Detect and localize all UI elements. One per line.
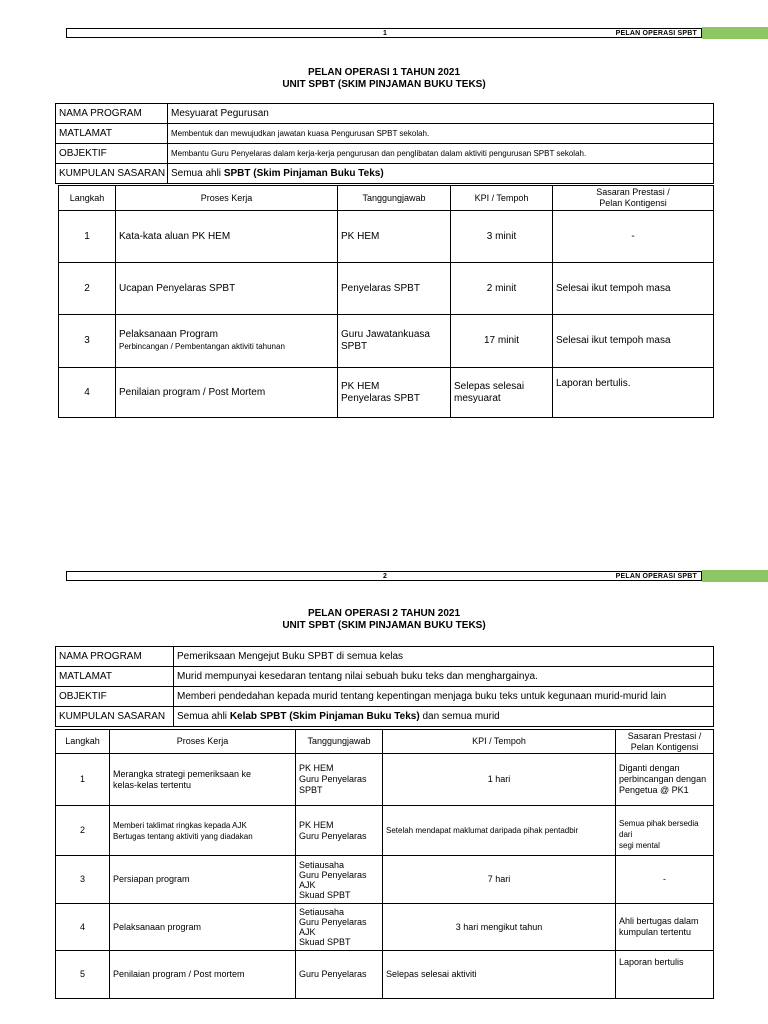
plan-table-2 [55,729,714,999]
cell-langkah: 1 [59,211,116,263]
cell-proses: Ucapan Penyelaras SPBT [116,263,338,315]
plan-row [59,315,714,368]
tanggung-line: Penyelaras SPBT [341,392,420,404]
info-value: Membantu Guru Penyelaras dalam kerja-kerja pengurusan dan penglibatan dalam aktiviti pengurusan SPBT sekolah. [168,144,714,164]
info-label: NAMA PROGRAM [56,104,168,124]
info-row-matlamat [56,667,714,687]
cell-tanggungjawab [296,806,383,856]
plan-header-row [56,730,714,754]
proses-line: Merangka strategi pemeriksaan ke [113,768,252,779]
cell-langkah: 5 [56,951,110,999]
plan-row [56,856,714,904]
info-label: KUMPULAN SASARAN [56,164,168,184]
proses-line: kelas-kelas tertentu [113,779,192,790]
proses-sub: Perbincangan / Pembentangan aktiviti tahunan [119,342,285,351]
tanggung-line: AJK [299,927,316,937]
cell-tanggungjawab [296,904,383,951]
col-sasaran [553,186,714,211]
cell-langkah: 2 [56,806,110,856]
info-row-matlamat [56,124,714,144]
sasaran-line: Semua pihak bersedia dari [619,819,699,839]
plan-row [56,904,714,951]
col-langkah: Langkah [56,730,110,754]
cell-tanggungjawab [296,856,383,904]
cell-proses: Penilaian program / Post mortem [110,951,296,999]
accent-bar [702,570,768,582]
sasaran-line: Diganti dengan [619,763,680,773]
tanggung-line: Skuad SPBT [299,937,351,947]
info-label: KUMPULAN SASARAN [56,707,174,727]
cell-tanggungjawab [296,754,383,806]
info-value: Pemeriksaan Mengejut Buku SPBT di semua kelas [174,647,714,667]
tanggung-line: Skuad SPBT [299,889,351,900]
plan-table-1 [58,185,714,418]
info-row-nama [56,647,714,667]
cell-proses: Penilaian program / Post Mortem [116,368,338,418]
plan-row [59,211,714,263]
proses-line: Bertugas tentang aktiviti yang diadakan [113,831,253,841]
info-row-kumpulan [56,707,714,727]
cell-sasaran: Selesai ikut tempoh masa [553,315,714,368]
plan-row [56,806,714,856]
cell-sasaran: Laporan bertulis. [553,368,714,418]
cell-kpi: 7 hari [383,856,616,904]
page-header-2 [66,571,702,581]
sasaran-line: Ahli bertugas dalam [619,916,699,926]
cell-langkah: 4 [59,368,116,418]
info-table-2 [55,646,714,727]
cell-sasaran [616,806,714,856]
cell-sasaran: Laporan bertulis [616,951,714,999]
col-tanggungjawab: Tanggungjawab [296,730,383,754]
cell-proses: Pelaksanaan program [110,904,296,951]
cell-langkah: 2 [59,263,116,315]
col-sasaran-line2: Pelan Kontigensi [599,198,667,208]
info-label: OBJEKTIF [56,144,168,164]
info-row-nama [56,104,714,124]
kumpulan-pre: Semua ahli [171,168,224,179]
proses-main: Pelaksanaan Program [119,329,218,340]
plan-header-row [59,186,714,211]
col-kpi: KPI / Tempoh [451,186,553,211]
cell-tanggungjawab: Guru Penyelaras [296,951,383,999]
plan-row [59,368,714,418]
plan-row [59,263,714,315]
cell-sasaran: - [553,211,714,263]
tanggung-line: PK HEM [299,819,334,830]
info-row-objektif [56,144,714,164]
cell-langkah: 1 [56,754,110,806]
tanggung-line: Guru Penyelaras [299,774,367,784]
tanggung-line: Guru Penyelaras [299,869,367,880]
sasaran-line: segi mental [619,841,660,850]
cell-sasaran: - [616,856,714,904]
sasaran-line: perbincangan dengan [619,774,707,784]
header-title: PELAN OPERASI SPBT [615,30,697,37]
col-sasaran-line1: Sasaran Prestasi / [627,730,702,741]
info-value: Membentuk dan mewujudkan jawatan kuasa Pengurusan SPBT sekolah. [168,124,714,144]
plan-subtitle-1: UNIT SPBT (SKIM PINJAMAN BUKU TEKS) [282,79,486,90]
cell-tanggungjawab [338,315,451,368]
cell-langkah: 3 [56,856,110,904]
header-title: PELAN OPERASI SPBT [615,573,697,580]
sasaran-line: kumpulan tertentu [619,927,692,937]
cell-kpi: 17 minit [451,315,553,368]
cell-proses [110,806,296,856]
cell-proses [110,754,296,806]
tanggung-line: SPBT [299,785,323,795]
col-proses: Proses Kerja [116,186,338,211]
info-value: Murid mempunyai kesedaran tentang nilai sebuah buku teks dan menghargainya. [174,667,714,687]
sasaran-line: Pengetua @ PK1 [619,785,689,795]
kumpulan-bold: Kelab SPBT (Skim Pinjaman Buku Teks) [229,711,420,722]
accent-bar [702,27,768,39]
cell-sasaran [616,904,714,951]
cell-kpi: 2 minit [451,263,553,315]
col-sasaran-line1: Sasaran Prestasi / [596,187,670,197]
col-sasaran-line2: Pelan Kontigensi [630,741,699,752]
proses-line: Memberi taklimat ringkas kepada AJK [113,820,247,830]
plan-title-1: PELAN OPERASI 1 TAHUN 2021 [307,67,461,78]
cell-tanggungjawab: Penyelaras SPBT [338,263,451,315]
cell-sasaran: Selesai ikut tempoh masa [553,263,714,315]
col-kpi: KPI / Tempoh [383,730,616,754]
page-header-1 [66,28,702,38]
cell-proses: Kata-kata aluan PK HEM [116,211,338,263]
cell-sasaran [616,754,714,806]
info-label: MATLAMAT [56,667,174,687]
plan-row [56,951,714,999]
tanggung-line: Guru Penyelaras [299,830,367,841]
info-value [168,164,714,184]
col-sasaran [616,730,714,754]
kumpulan-bold: SPBT (Skim Pinjaman Buku Teks) [223,168,384,179]
tanggung-line: PK HEM [341,380,380,392]
tanggung-line: Guru Penyelaras [299,917,367,927]
plan-row [56,754,714,806]
page-number: 2 [383,573,387,580]
info-value [174,707,714,727]
cell-kpi: Selepas selesai mesyuarat [451,368,553,418]
cell-kpi: 3 minit [451,211,553,263]
info-label: MATLAMAT [56,124,168,144]
cell-langkah: 4 [56,904,110,951]
cell-kpi: 1 hari [383,754,616,806]
info-row-objektif [56,687,714,707]
tanggung-line: Guru Jawatankuasa [341,329,430,340]
kumpulan-post: dan semua murid [419,711,500,722]
cell-proses: Persiapan program [110,856,296,904]
cell-kpi: 3 hari mengikut tahun [383,904,616,951]
cell-langkah: 3 [59,315,116,368]
cell-tanggungjawab [338,368,451,418]
cell-proses [116,315,338,368]
cell-kpi: Setelah mendapat maklumat daripada pihak pentadbir [383,806,616,856]
info-value: Mesyuarat Pegurusan [168,104,714,124]
plan-title-2: PELAN OPERASI 2 TAHUN 2021 [307,608,461,619]
col-tanggungjawab: Tanggungjawab [338,186,451,211]
tanggung-line: PK HEM [299,763,334,773]
plan-subtitle-2: UNIT SPBT (SKIM PINJAMAN BUKU TEKS) [282,620,486,631]
cell-kpi: Selepas selesai aktiviti [383,951,616,999]
tanggung-line: Setiausaha [299,907,345,917]
page-number: 1 [383,30,387,37]
kumpulan-pre: Semua ahli [177,711,230,722]
tanggung-line: SPBT [341,341,368,352]
col-proses: Proses Kerja [110,730,296,754]
tanggung-line: AJK [299,879,316,890]
info-value: Memberi pendedahan kepada murid tentang kepentingan menjaga buku teks untuk kegunaan murid-murid lain [174,687,714,707]
col-langkah: Langkah [59,186,116,211]
cell-tanggungjawab: PK HEM [338,211,451,263]
info-label: OBJEKTIF [56,687,174,707]
tanggung-line: Setiausaha [299,859,345,870]
info-label: NAMA PROGRAM [56,647,174,667]
info-table-1 [55,103,714,184]
info-row-kumpulan [56,164,714,184]
